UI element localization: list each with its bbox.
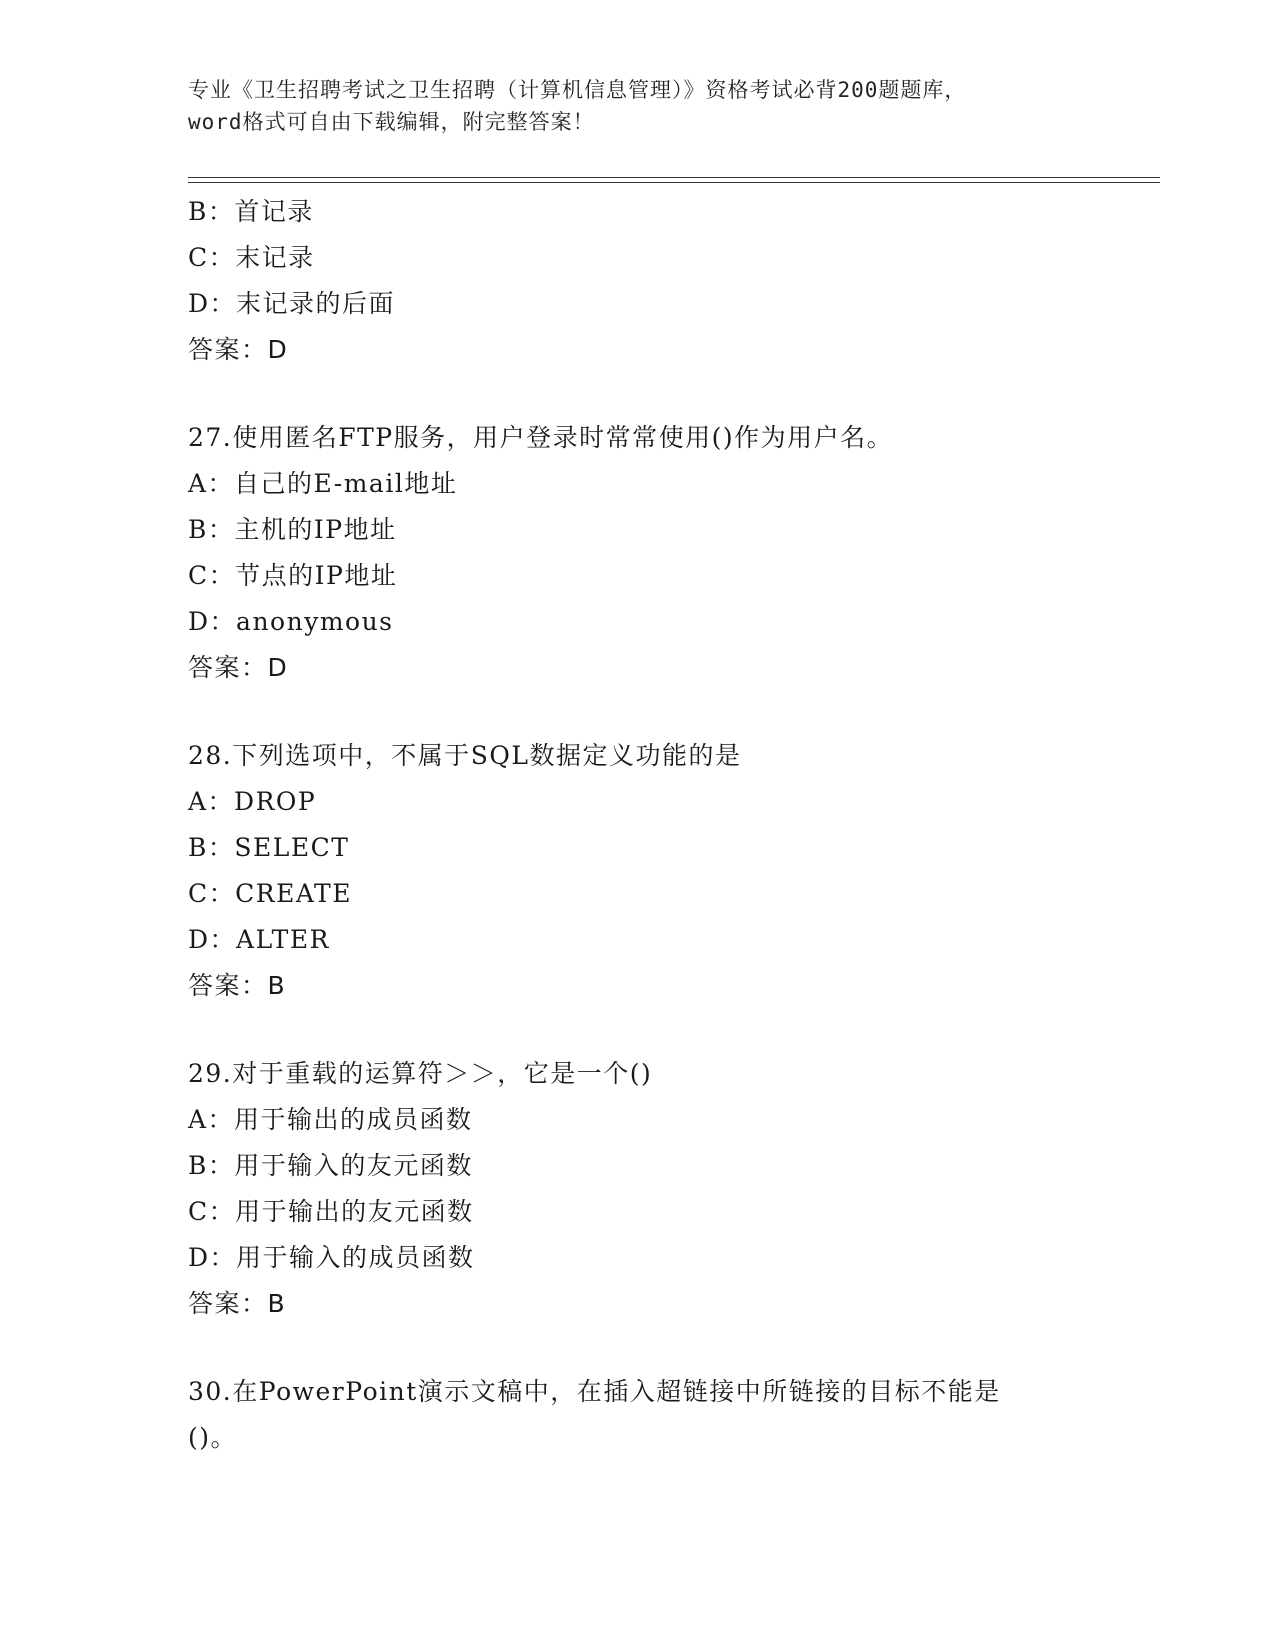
option-a: A：用于输出的成员函数 <box>188 1105 473 1134</box>
document-header <box>188 74 1088 138</box>
header-line-2: word格式可自由下载编辑，附完整答案！ <box>188 110 595 134</box>
answer-line: 答案：D <box>188 335 289 364</box>
header-divider-bottom <box>188 182 1160 183</box>
option-b: B：SELECT <box>188 833 350 862</box>
header-line-1: 专业《卫生招聘考试之卫生招聘（计算机信息管理）》资格考试必背200题题库， <box>188 78 967 102</box>
option-a: A：DROP <box>188 787 317 816</box>
option-b: B：用于输入的友元函数 <box>188 1151 473 1180</box>
question-stem-line-1: 30.在PowerPoint演示文稿中，在插入超链接中所链接的目标不能是 <box>188 1377 1001 1406</box>
question-28 <box>188 733 1088 1009</box>
option-b: B：主机的IP地址 <box>188 515 397 544</box>
document-body <box>188 189 1088 1461</box>
option-d: D：ALTER <box>188 925 330 954</box>
question-29 <box>188 1051 1088 1327</box>
question-27 <box>188 415 1088 691</box>
answer-line: 答案：B <box>188 1289 287 1318</box>
question-stem: 28.下列选项中，不属于SQL数据定义功能的是 <box>188 741 742 770</box>
option-c: C：用于输出的友元函数 <box>188 1197 474 1226</box>
option-c: C：末记录 <box>188 243 315 272</box>
option-c: C：CREATE <box>188 879 352 908</box>
question-26-tail <box>188 189 1088 373</box>
answer-line: 答案：B <box>188 971 287 1000</box>
option-b: B：首记录 <box>188 197 314 226</box>
question-30 <box>188 1369 1088 1461</box>
answer-line: 答案：D <box>188 653 289 682</box>
option-d: D：末记录的后面 <box>188 289 396 318</box>
option-d: D：用于输入的成员函数 <box>188 1243 475 1272</box>
question-stem: 27.使用匿名FTP服务，用户登录时常常使用()作为用户名。 <box>188 423 894 452</box>
option-a: A：自己的E-mail地址 <box>188 469 458 498</box>
option-d: D：anonymous <box>188 607 394 636</box>
option-c: C：节点的IP地址 <box>188 561 398 590</box>
header-divider-top <box>188 177 1160 178</box>
question-stem-line-2: ()。 <box>188 1423 238 1452</box>
question-stem: 29.对于重载的运算符＞＞，它是一个() <box>188 1059 653 1088</box>
